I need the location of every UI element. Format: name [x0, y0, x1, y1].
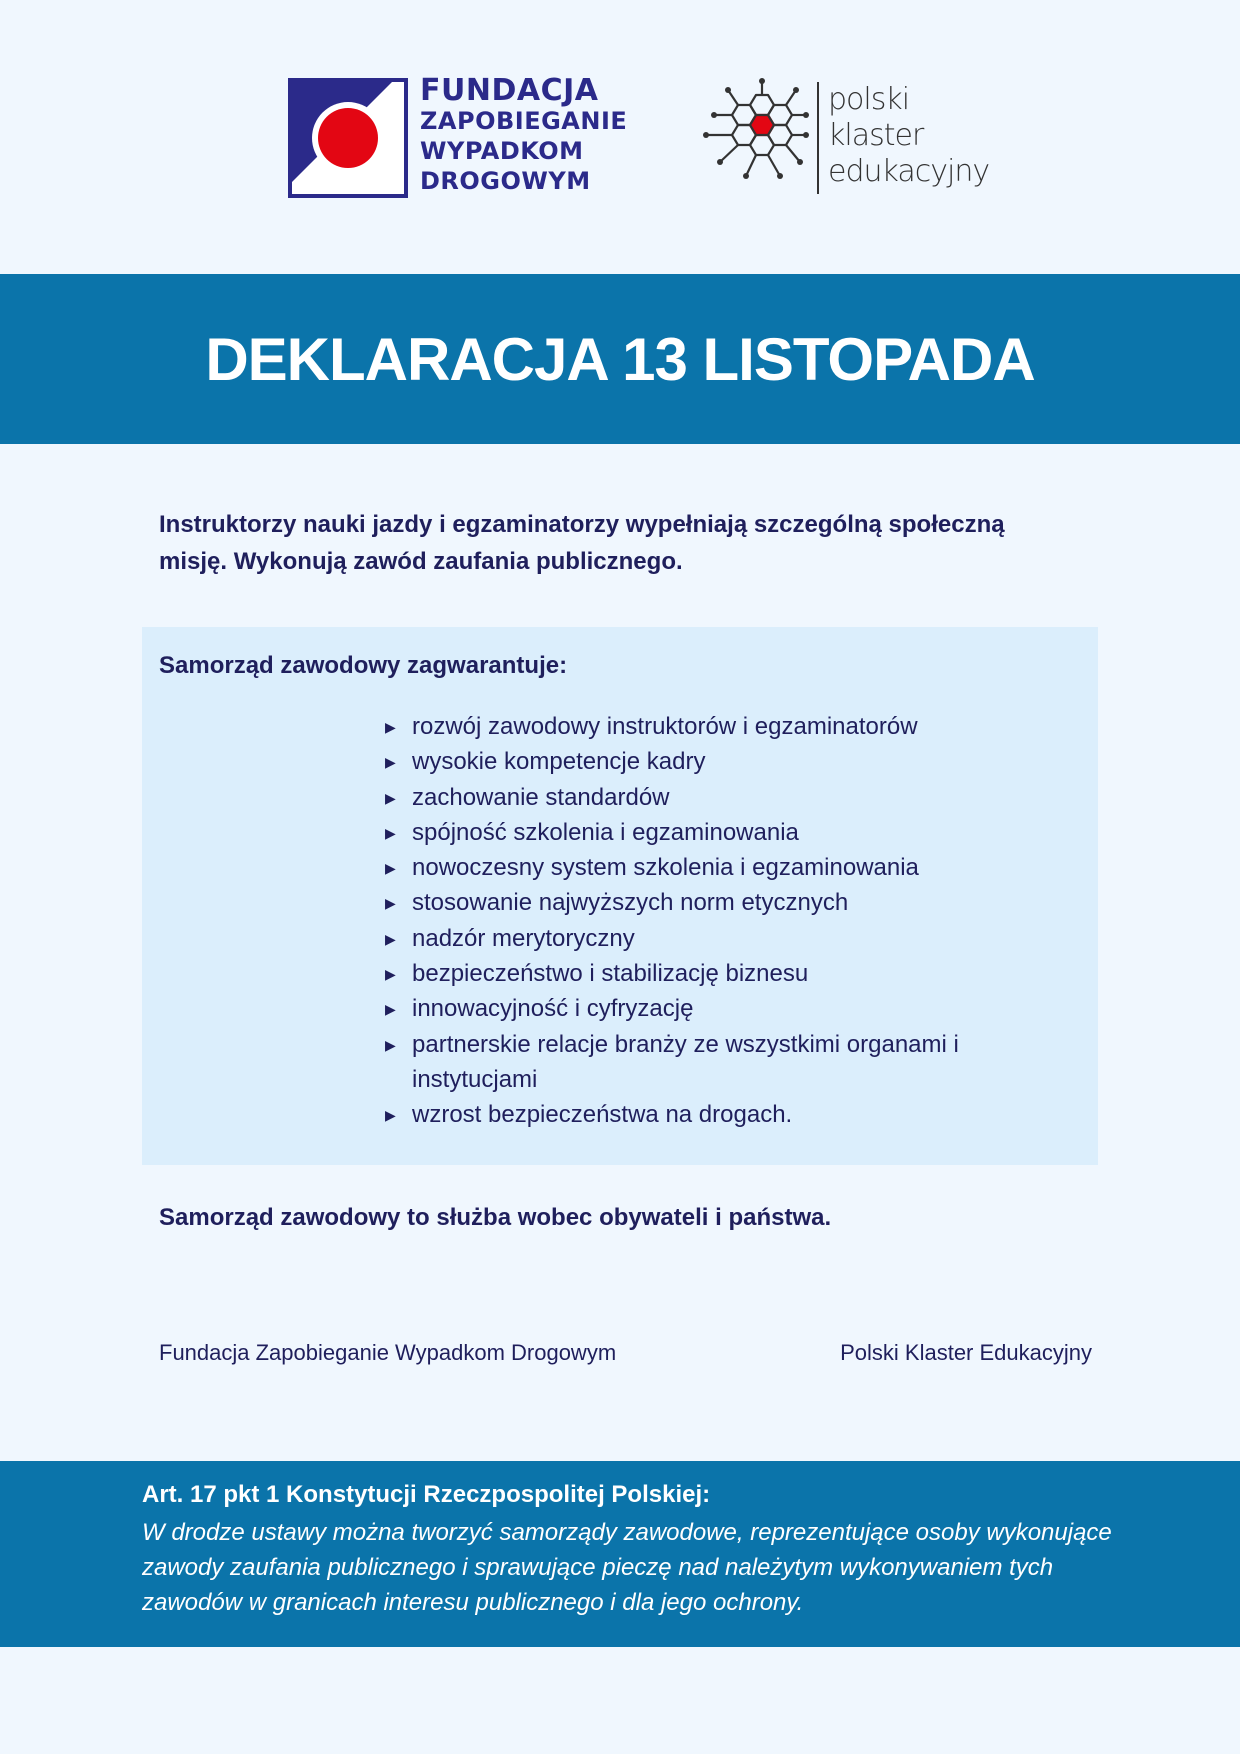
benefit-text: rozwój zawodowy instruktorów i egzaminatorów	[412, 713, 918, 740]
bullet-triangle-icon: ▶	[385, 719, 396, 735]
benefit-item	[385, 921, 1085, 956]
pke-logo-divider	[817, 82, 819, 194]
fzwd-logo-line: DROGOWYM	[420, 167, 591, 195]
pke-logo-text	[828, 82, 989, 190]
benefit-item	[385, 1027, 1085, 1098]
benefit-text: wysokie kompetencje kadry	[412, 748, 706, 776]
fzwd-logo-mark	[288, 78, 408, 198]
benefit-item	[385, 815, 1085, 850]
footer-title: Art. 17 pkt 1 Konstytucji Rzeczpospolitej Polskiej:	[142, 1481, 711, 1508]
bullet-triangle-icon: ▶	[385, 895, 396, 912]
signature-left: Fundacja Zapobieganie Wypadkom Drogowym	[159, 1340, 617, 1365]
guarantees-panel	[142, 627, 1098, 1165]
fzwd-logo-line: ZAPOBIEGANIE	[420, 107, 628, 135]
bullet-triangle-icon: ▶	[385, 966, 396, 983]
panel-heading: Samorząd zawodowy zagwarantuje:	[159, 652, 568, 679]
signature-right: Polski Klaster Edukacyjny	[840, 1340, 1092, 1365]
bullet-triangle-icon: ▶	[385, 824, 396, 841]
fzwd-logo-line: WYPADKOM	[420, 137, 584, 165]
bullet-triangle-icon: ▶	[385, 1107, 396, 1124]
benefit-text: innowacyjność i cyfryzację	[412, 995, 694, 1023]
pke-logo-line: edukacyjny	[828, 154, 990, 189]
bullet-triangle-icon: ▶	[385, 930, 396, 947]
benefit-item	[385, 956, 1085, 991]
benefit-item	[385, 850, 1085, 885]
benefit-text: stosowanie najwyższych norm etycznych	[412, 889, 849, 917]
bullet-triangle-icon: ▶	[385, 860, 396, 877]
benefit-item	[385, 780, 1085, 815]
benefits-list	[385, 709, 1085, 1133]
benefit-item	[385, 1097, 1085, 1132]
logos-header	[0, 73, 1240, 208]
intro-paragraph: Instruktorzy nauki jazdy i egzaminatorzy wypełniają szczególną społeczną misję. Wykonują zawód zaufania publicznego.	[159, 511, 1005, 575]
benefit-text: spójność szkolenia i egzaminowania	[412, 818, 799, 846]
benefit-text: nadzór merytoryczny	[412, 924, 635, 952]
pke-hexagon-logo	[700, 78, 810, 198]
constitution-quote: W drodze ustawy można tworzyć samorządy zawodowe, reprezentujące osoby wykonujące zawody zaufania publicznego i sprawujące pieczę nad należytym wykonywaniem tych zawodów w granicach interesu publicznego i dla jego ochrony.	[142, 1519, 1112, 1616]
benefit-text: nowoczesny system szkolenia i egzaminowania	[412, 854, 919, 882]
title-band	[0, 274, 1240, 444]
benefit-item	[385, 744, 1085, 779]
pke-logo-line: polski	[828, 82, 910, 117]
benefit-item	[385, 709, 1085, 744]
benefit-text: wzrost bezpieczeństwa na drogach.	[412, 1101, 793, 1129]
bullet-triangle-icon: ▶	[385, 754, 396, 771]
benefit-text: partnerskie relacje branży ze wszystkimi organami i instytucjami	[412, 1030, 959, 1093]
fzwd-logo-line: FUNDACJA	[420, 73, 599, 108]
bullet-triangle-icon: ▶	[385, 1001, 396, 1018]
benefit-text: bezpieczeństwo i stabilizację biznesu	[412, 960, 809, 988]
closing-statement: Samorząd zawodowy to służba wobec obywateli i państwa.	[159, 1204, 832, 1231]
footer-band	[0, 1461, 1240, 1647]
benefit-item	[385, 885, 1085, 920]
bullet-triangle-icon: ▶	[385, 789, 396, 806]
fzwd-logo-text	[420, 73, 628, 196]
pke-logo-line: klaster	[828, 118, 924, 153]
page-title: DEKLARACJA 13 LISTOPADA	[205, 325, 1035, 393]
bullet-triangle-icon: ▶	[385, 1036, 396, 1053]
benefit-text: zachowanie standardów	[412, 783, 670, 811]
benefit-item	[385, 991, 1085, 1026]
